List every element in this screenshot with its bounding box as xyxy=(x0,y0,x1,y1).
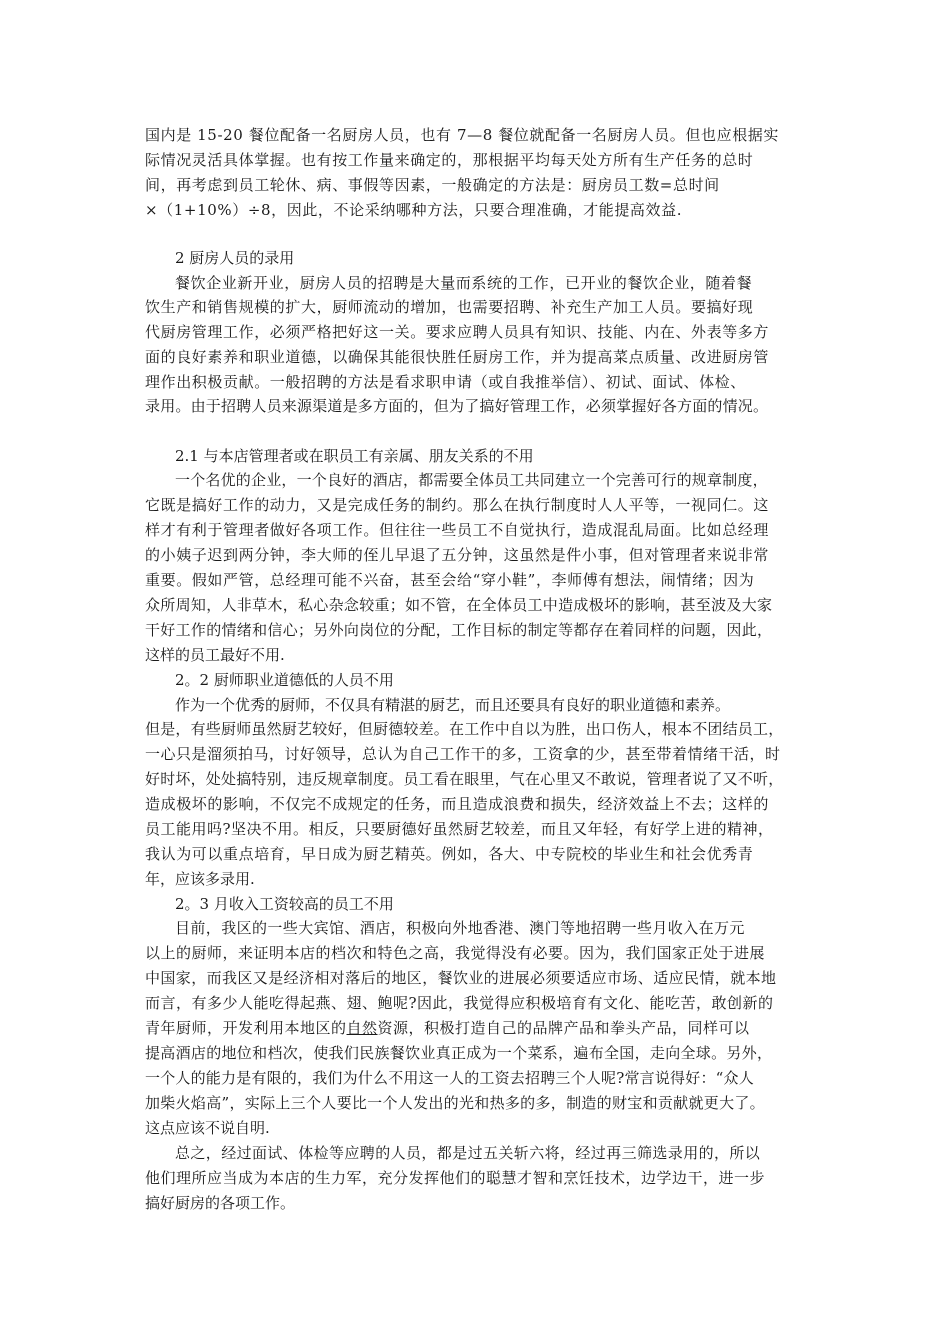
paragraph-line: 提高酒店的地位和档次，使我们民族餐饮业真正成为一个菜系，遍布全国，走向全球。另外， xyxy=(145,1044,773,1062)
paragraph-line: 众所周知，人非草木，私心杂念较重；如不管，在全体员工中造成极坏的影响，甚至波及大家 xyxy=(145,596,773,614)
paragraph-line: 际情况灵活具体掌握。也有按工作量来确定的，那根据平均每天处方所有生产任务的总时 xyxy=(145,151,754,169)
paragraph-line: 面的良好素养和职业道德，以确保其能很快胜任厨房工作，并为提高菜点质量、改进厨房管 xyxy=(145,348,770,366)
section-heading: 2 厨房人员的录用 xyxy=(175,249,295,267)
paragraph-line: 饮生产和销售规模的扩大，厨师流动的增加，也需要招聘、补充生产加工人员。要搞好现 xyxy=(145,298,754,316)
paragraph-line: 造成极坏的影响，不仅完不成规定的任务，而且造成浪费和损失，经济效益上不去；这样的 xyxy=(145,795,770,813)
paragraph-line: 年，应该多录用. xyxy=(145,870,255,888)
paragraph-line: 干好工作的情绪和信心；另外向岗位的分配，工作目标的制定等都存在着同样的问题，因此， xyxy=(145,621,773,639)
subsection-heading: 2。3 月收入工资较高的员工不用 xyxy=(175,895,394,913)
paragraph-line: 以上的厨师，来证明本店的档次和特色之高，我觉得没有必要。因为，我们国家正处于进展 xyxy=(145,944,766,962)
paragraph-line: 餐饮企业新开业，厨房人员的招聘是大量而系统的工作，已开业的餐饮企业，随着餐 xyxy=(175,274,753,292)
natural-resource-link[interactable]: 自然 xyxy=(346,1019,378,1037)
paragraph-line: 但是，有些厨师虽然厨艺较好，但厨德较差。在工作中自以为胜，出口伤人，根本不团结员工， xyxy=(145,720,784,738)
paragraph-line: 而言，有多少人能吃得起燕、翅、鲍呢?因此，我觉得应积极培育有文化、能吃苦，敢创新的 xyxy=(145,994,774,1012)
paragraph-line: 目前，我区的一些大宾馆、酒店，积极向外地香港、澳门等地招聘一些月收入在万元 xyxy=(175,919,745,937)
paragraph-line: 一个人的能力是有限的，我们为什么不用这一人的工资去招聘三个人呢?常言说得好：“众人 xyxy=(145,1069,754,1087)
paragraph-line: 的小姨子迟到两分钟，李大师的侄儿早退了五分钟，这虽然是件小事，但对管理者来说非常 xyxy=(145,546,770,564)
paragraph-line: 作为一个优秀的厨师，不仅具有精湛的厨艺，而且还要具有良好的职业道德和素养。 xyxy=(175,696,731,714)
paragraph-line: 重要。假如严管，总经理可能不兴奋，甚至会给“穿小鞋”，李师傅有想法，闹情绪；因为 xyxy=(145,571,755,589)
paragraph-line: 国内是 15-20 餐位配备一名厨房人员，也有 7—8 餐位就配备一名厨房人员。但也应根据实 xyxy=(145,126,780,144)
paragraph-line: 这样的员工最好不用. xyxy=(145,646,285,664)
paragraph-line: 录用。由于招聘人员来源渠道是多方面的，但为了搞好管理工作，必须掌握好各方面的情况。 xyxy=(145,397,769,415)
paragraph-line: 员工能用吗?坚决不用。相反，只要厨德好虽然厨艺较差，而且又年轻，有好学上进的精神， xyxy=(145,820,774,838)
paragraph-line: 中国家，而我区又是经济相对落后的地区，餐饮业的进展必须要适应市场、适应民情，就本地 xyxy=(145,969,777,987)
paragraph-line: 加柴火焰高”，实际上三个人要比一个人发出的光和热多的多，制造的财宝和贡献就更大了。 xyxy=(145,1094,765,1112)
paragraph-line: 样才有利于管理者做好各项工作。但往往一些员工不自觉执行，造成混乱局面。比如总经理 xyxy=(145,521,770,539)
paragraph-line: ×（1+10%）÷8，因此，不论采纳哪种方法，只要合理准确，才能提高效益. xyxy=(145,201,683,219)
subsection-heading: 2。2 厨师职业道德低的人员不用 xyxy=(175,671,394,689)
paragraph-line: 一心只是溜须拍马，讨好领导，总认为自己工作干的多，工资拿的少，甚至带着情绪干活，时 xyxy=(145,745,781,763)
paragraph-line: 间，再考虑到员工轮休、病、事假等因素，一般确定的方法是：厨房员工数=总时间 xyxy=(145,176,720,194)
paragraph-line: 总之，经过面试、体检等应聘的人员，都是过五关斩六将，经过再三筛选录用的，所以 xyxy=(175,1144,761,1162)
paragraph-line: 好时坏，处处搞特别，违反规章制度。员工看在眼里，气在心里又不敢说，管理者说了又不听， xyxy=(145,770,784,788)
paragraph-line: 他们理所应当成为本店的生力军，充分发挥他们的聪慧才智和烹饪技术，边学边干，进一步 xyxy=(145,1169,766,1187)
paragraph-line: 一个名优的企业，一个良好的酒店，都需要全体员工共同建立一个完善可行的规章制度， xyxy=(175,471,768,489)
paragraph-line: 理作出积极贡献。一般招聘的方法是看求职申请（或自我推举信）、初试、面试、体检、 xyxy=(145,373,746,391)
paragraph-line: 这点应该不说自明. xyxy=(145,1119,270,1137)
paragraph-line: 我认为可以重点培育，早日成为厨艺精英。例如，各大、中专院校的毕业生和社会优秀青 xyxy=(145,845,754,863)
text-segment: 青年厨师，开发利用本地区的 xyxy=(145,1019,347,1037)
paragraph-line: 代厨房管理工作，必须严格把好这一关。要求应聘人员具有知识、技能、内在、外表等多方 xyxy=(145,323,770,341)
paragraph-line: 搞好厨房的各项工作。 xyxy=(145,1194,296,1212)
paragraph-line: 它既是搞好工作的动力，又是完成任务的制约。那么在执行制度时人人平等，一视同仁。这 xyxy=(145,496,770,514)
subsection-heading: 2.1 与本店管理者或在职员工有亲属、朋友关系的不用 xyxy=(175,447,534,465)
text-segment: 资源，积极打造自己的品牌产品和拳头产品，同样可以 xyxy=(377,1019,750,1037)
paragraph-line-with-link xyxy=(145,1018,750,1038)
